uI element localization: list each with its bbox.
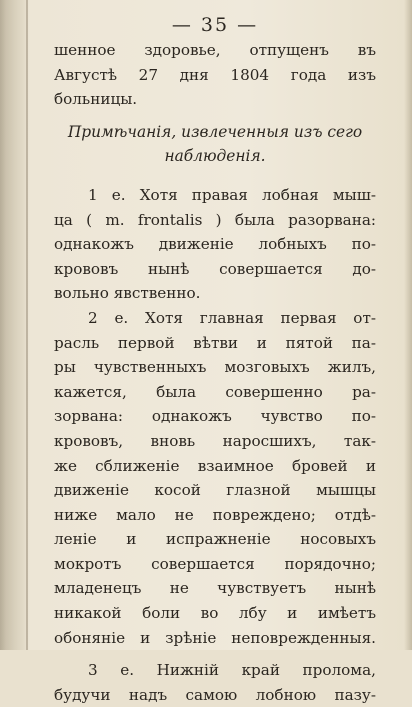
page-text (54, 14, 376, 707)
paragraph-2-line: крововъ, вновь наросшихъ, так- (54, 431, 376, 450)
paragraph-1-line: 1 е. Хотя правая лобная мыш- (88, 185, 376, 204)
paragraph-2-line: никакой боли во лбу и имѣетъ (54, 604, 376, 623)
paragraph-2-line: движеніе косой глазной мышцы (54, 481, 376, 500)
paragraph-2-line: ниже мало не повреждено; отдѣ- (54, 505, 376, 524)
paragraph-2-line: зорвана: однакожъ чувство по- (54, 407, 376, 426)
paragraph-1-line: крововъ нынѣ совершается до- (54, 259, 376, 278)
paragraph-2-line: младенецъ не чувствуетъ нынѣ (54, 579, 376, 598)
section-heading: наблюденія. (164, 147, 266, 166)
paragraph-3-line: будучи надъ самою лобною пазу- (54, 685, 376, 704)
paragraph-2-line: леніе и испражненіе носовыхъ (54, 530, 376, 549)
text-line: больницы. (54, 90, 138, 109)
paragraph-2-line: обоняніе и зрѣніе неповрежденныя. (54, 628, 376, 647)
section-heading: Примѣчанія, извлеченныя изъ сего (67, 122, 363, 141)
paragraph-2-line: ры чувственныхъ мозговыхъ жилъ, (54, 358, 376, 377)
text-line: Августѣ 27 дня 1804 года изъ (54, 65, 376, 84)
paragraph-1-line: ца ( m. frontalis ) была разорвана: (54, 210, 376, 229)
paragraph-3-line: 3 е. Нижній край пролома, (88, 661, 376, 680)
paragraph-2-line: мокротъ совершается порядочно; (54, 554, 376, 573)
page-edge (404, 0, 412, 650)
paragraph-2-line: расль первой вѣтви и пятой па- (54, 333, 376, 352)
paragraph-1-line: вольно явственно. (54, 284, 201, 303)
binding-line (26, 0, 28, 650)
text-line: шенное здоровье, отпущенъ въ (54, 41, 376, 59)
paragraph-1-line: однакожъ движеніе лобныхъ по- (54, 235, 376, 254)
paragraph-2-line: кажется, была совершенно ра- (54, 382, 376, 401)
paragraph-2-line: 2 е. Хотя главная первая от- (88, 308, 376, 327)
page-number: — 35 — (171, 14, 259, 36)
paragraph-2-line: же сближеніе взаимное бровей и (54, 456, 376, 475)
